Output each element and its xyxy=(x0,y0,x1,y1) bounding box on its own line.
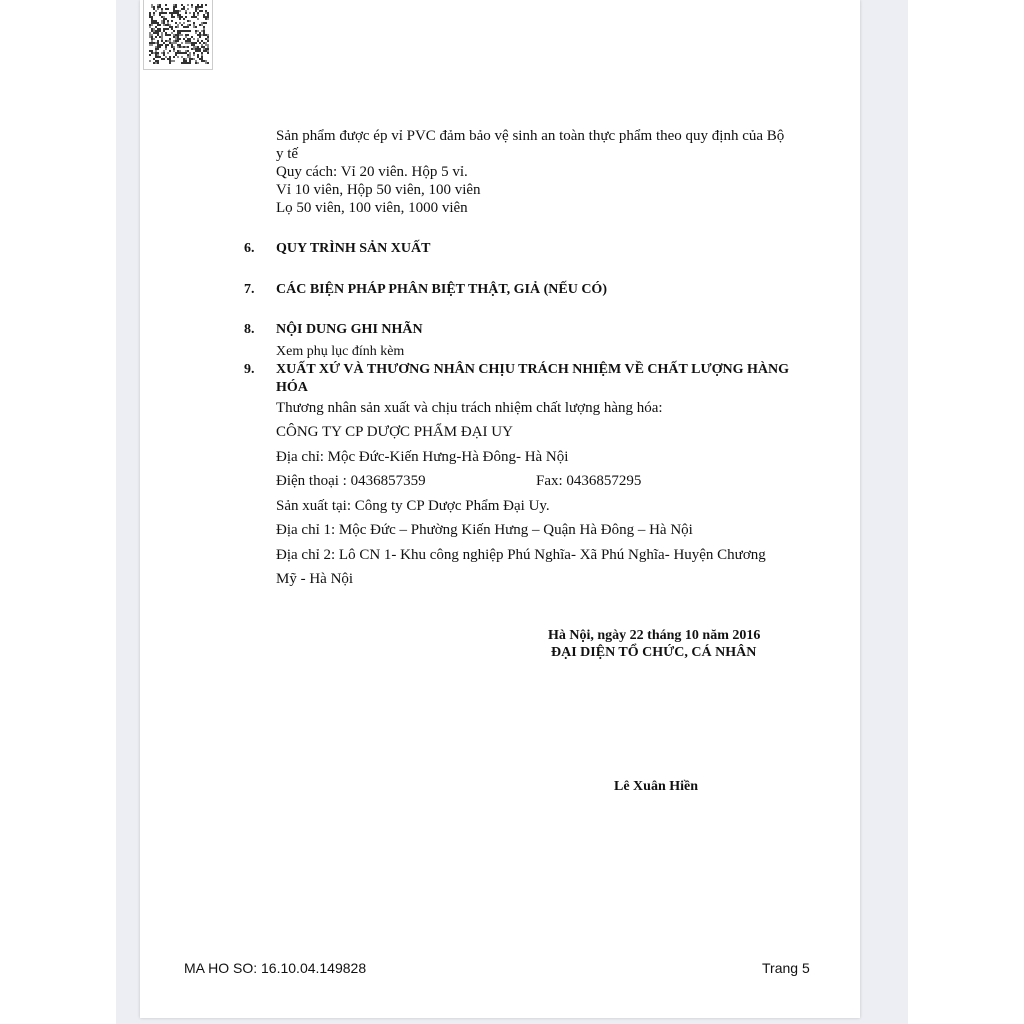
company-phone: Điện thoại : 0436857359 xyxy=(276,473,426,489)
production-address-2: Địa chỉ 2: Lô CN 1- Khu công nghiệp Phú Nghĩa- Xã Phú Nghĩa- Huyện Chương xyxy=(276,547,766,563)
production-site: Sản xuất tại: Công ty CP Dược Phẩm Đại Uy. xyxy=(276,498,550,514)
packaging-spec: Lọ 50 viên, 100 viên, 1000 viên xyxy=(276,200,468,216)
production-address-1: Địa chỉ 1: Mộc Đức – Phường Kiến Hưng – Quận Hà Đông – Hà Nội xyxy=(276,522,693,538)
section-number: 9. xyxy=(244,362,255,377)
section-heading: HÓA xyxy=(276,380,308,395)
section-heading: XUẤT XỨ VÀ THƯƠNG NHÂN CHỊU TRÁCH NHIỆM VỀ CHẤT LƯỢNG HÀNG xyxy=(276,362,789,377)
company-address: Địa chỉ: Mộc Đức-Kiến Hưng-Hà Đông- Hà Nội xyxy=(276,449,569,465)
production-address-2-cont: Mỹ - Hà Nội xyxy=(276,571,354,587)
qr-code-pattern xyxy=(149,4,209,64)
section-number: 6. xyxy=(244,241,255,256)
section-heading: NỘI DUNG GHI NHÃN xyxy=(276,322,423,337)
section-number: 8. xyxy=(244,322,255,337)
section-content: Xem phụ lục đính kèm xyxy=(276,344,405,359)
qr-code xyxy=(143,0,213,70)
section-heading: QUY TRÌNH SẢN XUẤT xyxy=(276,241,431,256)
packaging-spec: Vỉ 10 viên, Hộp 50 viên, 100 viên xyxy=(276,182,481,198)
page-number: Trang 5 xyxy=(762,960,810,976)
section-number: 7. xyxy=(244,282,255,297)
file-code: MA HO SO: 16.10.04.149828 xyxy=(184,960,367,976)
packaging-spec: Quy cách: Vỉ 20 viên. Hộp 5 vỉ. xyxy=(276,164,468,180)
merchant-intro: Thương nhân sản xuất và chịu trách nhiệm chất lượng hàng hóa: xyxy=(276,400,663,416)
signature-date: Hà Nội, ngày 22 tháng 10 năm 2016 xyxy=(548,628,761,643)
packaging-line: y tế xyxy=(276,146,299,162)
company-name: CÔNG TY CP DƯỢC PHẨM ĐẠI UY xyxy=(276,424,513,440)
company-fax: Fax: 0436857295 xyxy=(536,473,642,489)
packaging-line: Sản phẩm được ép vỉ PVC đảm bảo vệ sinh an toàn thực phẩm theo quy định của Bộ xyxy=(276,128,785,144)
section-heading: CÁC BIỆN PHÁP PHÂN BIỆT THẬT, GIẢ (NẾU CÓ) xyxy=(276,282,607,297)
signature-role: ĐẠI DIỆN TỔ CHỨC, CÁ NHÂN xyxy=(551,645,757,660)
signer-name: Lê Xuân Hiền xyxy=(614,779,699,794)
